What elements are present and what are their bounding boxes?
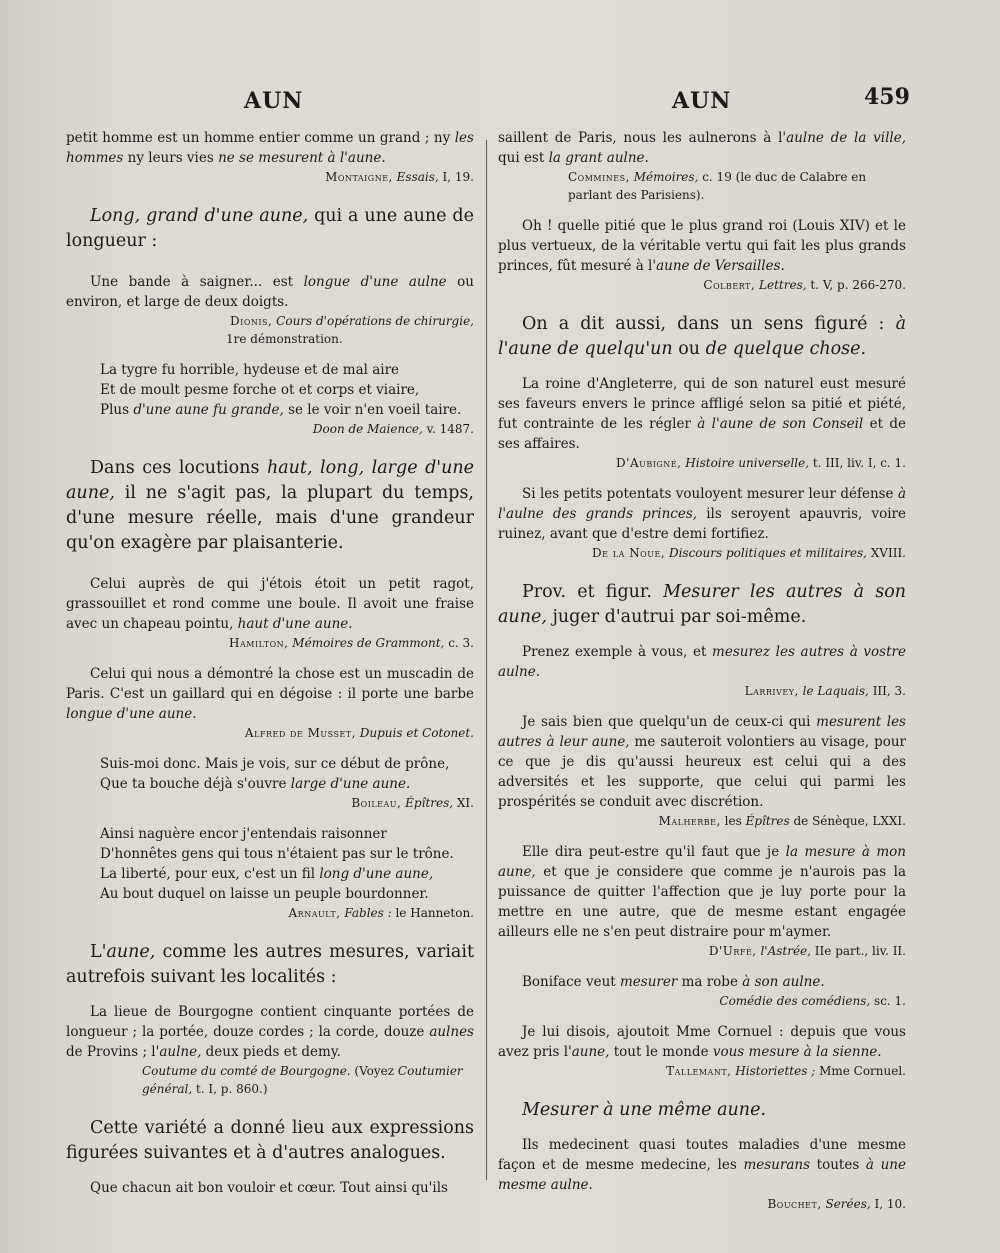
- column-divider: [486, 140, 487, 1180]
- quotation: Boniface veut mesurer ma robe à son aulne.: [522, 974, 825, 990]
- verse-line: Et de moult pesme forche ot et corps et viaire,: [100, 382, 420, 398]
- citation: Hamilton, Mémoires de Grammont, c. 3.: [229, 636, 474, 650]
- citation: De la Noue, Discours politiques et militaires, XVIII.: [592, 546, 906, 560]
- verse-line: Que ta bouche déjà s'ouvre large d'une aune.: [100, 776, 411, 792]
- quotation: saillent de Paris, nous les aulnerons à l'aulne de la ville, qui est la grant aulne.: [498, 130, 906, 166]
- citation: Bouchet, Serées, I, 10.: [767, 1197, 906, 1211]
- definition-heading: L'aune, comme les autres mesures, variait autrefois suivant les localités :: [66, 942, 474, 987]
- verse-line: La tygre fu horrible, hydeuse et de mal aire: [100, 362, 400, 378]
- quotation: Oh ! quelle pitié que le plus grand roi (Louis XIV) et le plus vertueux, de la véritable vertu qui fait les plus grands princes, fût mesuré à l'aune de Versailles.: [498, 218, 906, 274]
- citation: Comédie des comédiens, sc. 1.: [719, 994, 906, 1008]
- quotation: Prenez exemple à vous, et mesurez les autres à vostre aulne.: [498, 644, 906, 680]
- citation: Larrivey, le Laquais, III, 3.: [744, 684, 906, 698]
- running-head-right: AUN: [672, 88, 732, 114]
- citation: Commines, Mémoires, c. 19 (le duc de Calabre en parlant des Parisiens).: [568, 170, 867, 202]
- quotation: La roine d'Angleterre, qui de son naturel eust mesuré ses faveurs envers le prince affligé selon sa pitié et piété, fut contrainte de les régler à l'aune de son Conseil et de ses affaires.: [498, 376, 906, 452]
- citation: Arnault, Fables : le Hanneton.: [288, 906, 474, 920]
- verse-line: Au bout duquel on laisse un peuple bourdonner.: [100, 886, 429, 902]
- left-column: [66, 128, 474, 1198]
- citation: D'Urfé, l'Astrée, IIe part., liv. II.: [708, 944, 906, 958]
- verse-line: Plus d'une aune fu grande, se le voir n'en voeil taire.: [100, 402, 462, 418]
- quotation: Si les petits potentats vouloyent mesurer leur défense à l'aulne des grands princes, ils seroyent apauvris, voire ruinez, avant que d'estre demi fortifiez.: [498, 486, 907, 542]
- citation: D'Aubigné, Histoire universelle, t. III, liv. I, c. 1.: [616, 456, 906, 470]
- quotation: La lieue de Bourgogne contient cinquante portées de longueur ; la portée, douze cordes ; la corde, douze aulnes de Provins ; l'aulne, deux pieds et demy.: [66, 1004, 474, 1060]
- quotation: Elle dira peut-estre qu'il faut que je la mesure à mon aune, et que je considere que comme je n'aurois pas la puissance de quitter l'affection que je luy porte pour la mettre en une autre, que de mesme estant engagée ailleurs elle ne s'en peut distraire pour m'aymer.: [498, 844, 906, 940]
- definition-heading: Long, grand d'une aune, qui a une aune de longueur :: [66, 206, 474, 251]
- verse-line: La liberté, pour eux, c'est un fil long d'une aune,: [100, 866, 434, 882]
- quotation: petit homme est un homme entier comme un grand ; ny les hommes ny leurs vies ne se mesurent à l'aune.: [66, 130, 474, 166]
- quotation: Je lui disois, ajoutoit Mme Cornuel : depuis que vous avez pris l'aune, tout le monde vous mesure à la sienne.: [498, 1024, 906, 1060]
- citation: Tallemant, Historiettes ; Mme Cornuel.: [666, 1064, 906, 1078]
- page-number: 459: [864, 84, 910, 110]
- citation: Boileau, Épîtres, XI.: [351, 796, 474, 810]
- citation: Colbert, Lettres, t. V, p. 266-270.: [703, 278, 906, 292]
- citation: Alfred de Musset, Dupuis et Cotonet.: [244, 726, 474, 740]
- citation: 1re démonstration.: [226, 332, 343, 346]
- quotation: Ils medecinent quasi toutes maladies d'une mesme façon et de mesme medecine, les mesurans toutes à une mesme aulne.: [498, 1137, 906, 1193]
- verse-line: Ainsi naguère encor j'entendais raisonner: [100, 826, 387, 842]
- citation: Doon de Maience, v. 1487.: [312, 422, 474, 436]
- citation: Coutume du comté de Bourgogne. (Voyez Coutumier général, t. I, p. 860.): [142, 1064, 463, 1096]
- quotation: Je sais bien que quelqu'un de ceux-ci qui mesurent les autres à leur aune, me sauteroit volontiers au visage, pour ce que je dis qu'aussi heureux est celui qui a des adversités et les supporte, que celui qui parmi les prospérités se conduit avec discrétion.: [498, 714, 906, 810]
- definition-heading: Prov. et figur. Mesurer les autres à son aune, juger d'autrui par soi-même.: [498, 582, 906, 627]
- right-column: [498, 128, 906, 1213]
- citation: Montaigne, Essais, I, 19.: [325, 170, 474, 184]
- quotation: Celui qui nous a démontré la chose est un muscadin de Paris. C'est un gaillard qui en dégoise : il porte une barbe longue d'une aune.: [66, 666, 474, 722]
- verse-line: Suis-moi donc. Mais je vois, sur ce début de prône,: [100, 756, 450, 772]
- definition-heading: Cette variété a donné lieu aux expressions figurées suivantes et à d'autres analogues.: [66, 1118, 474, 1163]
- definition-heading: On a dit aussi, dans un sens figuré : à l'aune de quelqu'un ou de quelque chose.: [498, 314, 906, 359]
- quotation: Que chacun ait bon vouloir et cœur. Tout ainsi qu'ils: [90, 1180, 448, 1196]
- citation: Malherbe, les Épîtres de Sénèque, LXXI.: [658, 814, 906, 828]
- citation: Dionis, Cours d'opérations de chirurgie,: [230, 314, 474, 328]
- quotation: Celui auprès de qui j'étois étoit un petit ragot, grassouillet et rond comme une boule. Il avoit une fraise avec un chapeau pointu, haut d'une aune.: [66, 576, 474, 632]
- definition-heading: Mesurer à une même aune.: [522, 1100, 766, 1120]
- verse-line: D'honnêtes gens qui tous n'étaient pas sur le trône.: [100, 846, 454, 862]
- definition-heading: Dans ces locutions haut, long, large d'une aune, il ne s'agit pas, la plupart du temps, d'une mesure réelle, mais d'une grandeur qu'on exagère par plaisanterie.: [66, 458, 474, 553]
- quotation: Une bande à saigner... est longue d'une aulne ou environ, et large de deux doigts.: [66, 274, 474, 310]
- running-head-left: AUN: [244, 88, 304, 114]
